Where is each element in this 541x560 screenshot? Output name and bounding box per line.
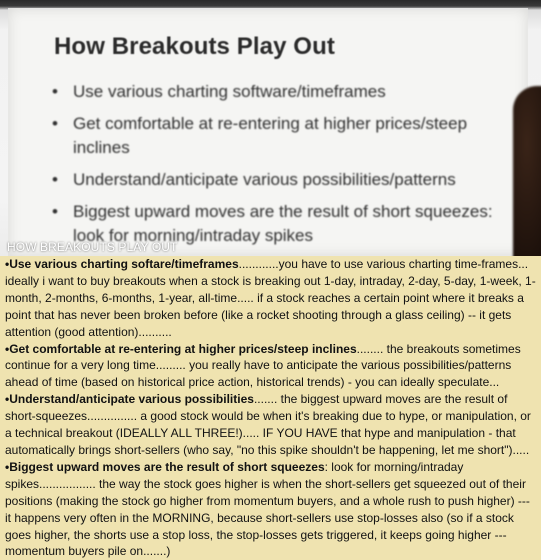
slide-bullet: • Biggest upward moves are the result of short squeezes: look for morning/intraday spikes (52, 200, 502, 248)
slide-bullet: • Get comfortable at re-entering at higher prices/steep inclines (52, 112, 502, 160)
note-body: : look for morning/intraday spikes................. the way the stock goes higher is when the short-sellers get squeezed out of their positions (making the stock go higher from momentum buyers, and a whole rush to push higher) --- it happens very often in the MORNING, because short-sellers use stop-losses also (so if a stock goes higher, the shorts use a stop loss, the stop-losses gets triggered, it keeps going higher --- momentum buyers pile on.......) (5, 459, 530, 559)
slide-bullet: • Understand/anticipate various possibilities/patterns (52, 168, 502, 192)
note-body: ............you have to use various charting time-frames... ideally i want to buy breakouts when a stock is breaking out 1-day, intraday, 2-day, 5-day, 1-week, 1-month, 2-months, 6-months, 1-year, all-time..... if a stock reaches a certain point where it breaks a point that has never been broken before (like a rocket shooting through a glass ceiling) -- it gets attention (good attention).......... (5, 257, 536, 339)
note-paragraph (5, 341, 539, 392)
note-body: ........ the breakouts sometimes continue for a very long time......... you really have to anticipate the various possibilities/patterns ahead of time (based on historical price action, historical trends) - you can ideally speculate... (5, 341, 521, 390)
presenter-silhouette (513, 86, 541, 256)
note-body: ....... the biggest upward moves are the result of short-squeezes............... a good stock would be when it's breaking due to hype, or manipulation, or a technical breakout (IDEALLY ALL THREE!)..... IF YOU HAVE that hype and manipulation - that automatically brings short-sellers (who say, "no this spike shouldn't be happening, let me short")..... (5, 392, 531, 457)
note-heading: •Use various charting softare/timeframes (5, 257, 239, 271)
slide-photo (0, 0, 541, 256)
slide-bullet-list (52, 80, 502, 256)
note-heading: •Get comfortable at re-entering at higher prices/steep inclines (5, 341, 357, 356)
notes-text (5, 256, 539, 560)
note-paragraph (5, 391, 539, 459)
photo-caption: HOW BREAKOUTS PLAY OUT (7, 240, 178, 254)
note-paragraph (5, 459, 539, 560)
slide-title: How Breakouts Play Out (54, 33, 335, 60)
note-heading: •Biggest upward moves are the result of short squeezes (5, 459, 325, 474)
slide-bullet: • Use various charting software/timeframes (52, 80, 502, 104)
note-heading: •Understand/anticipate various possibilities (5, 392, 254, 407)
presentation-slide (8, 8, 528, 256)
note-paragraph (5, 256, 539, 341)
